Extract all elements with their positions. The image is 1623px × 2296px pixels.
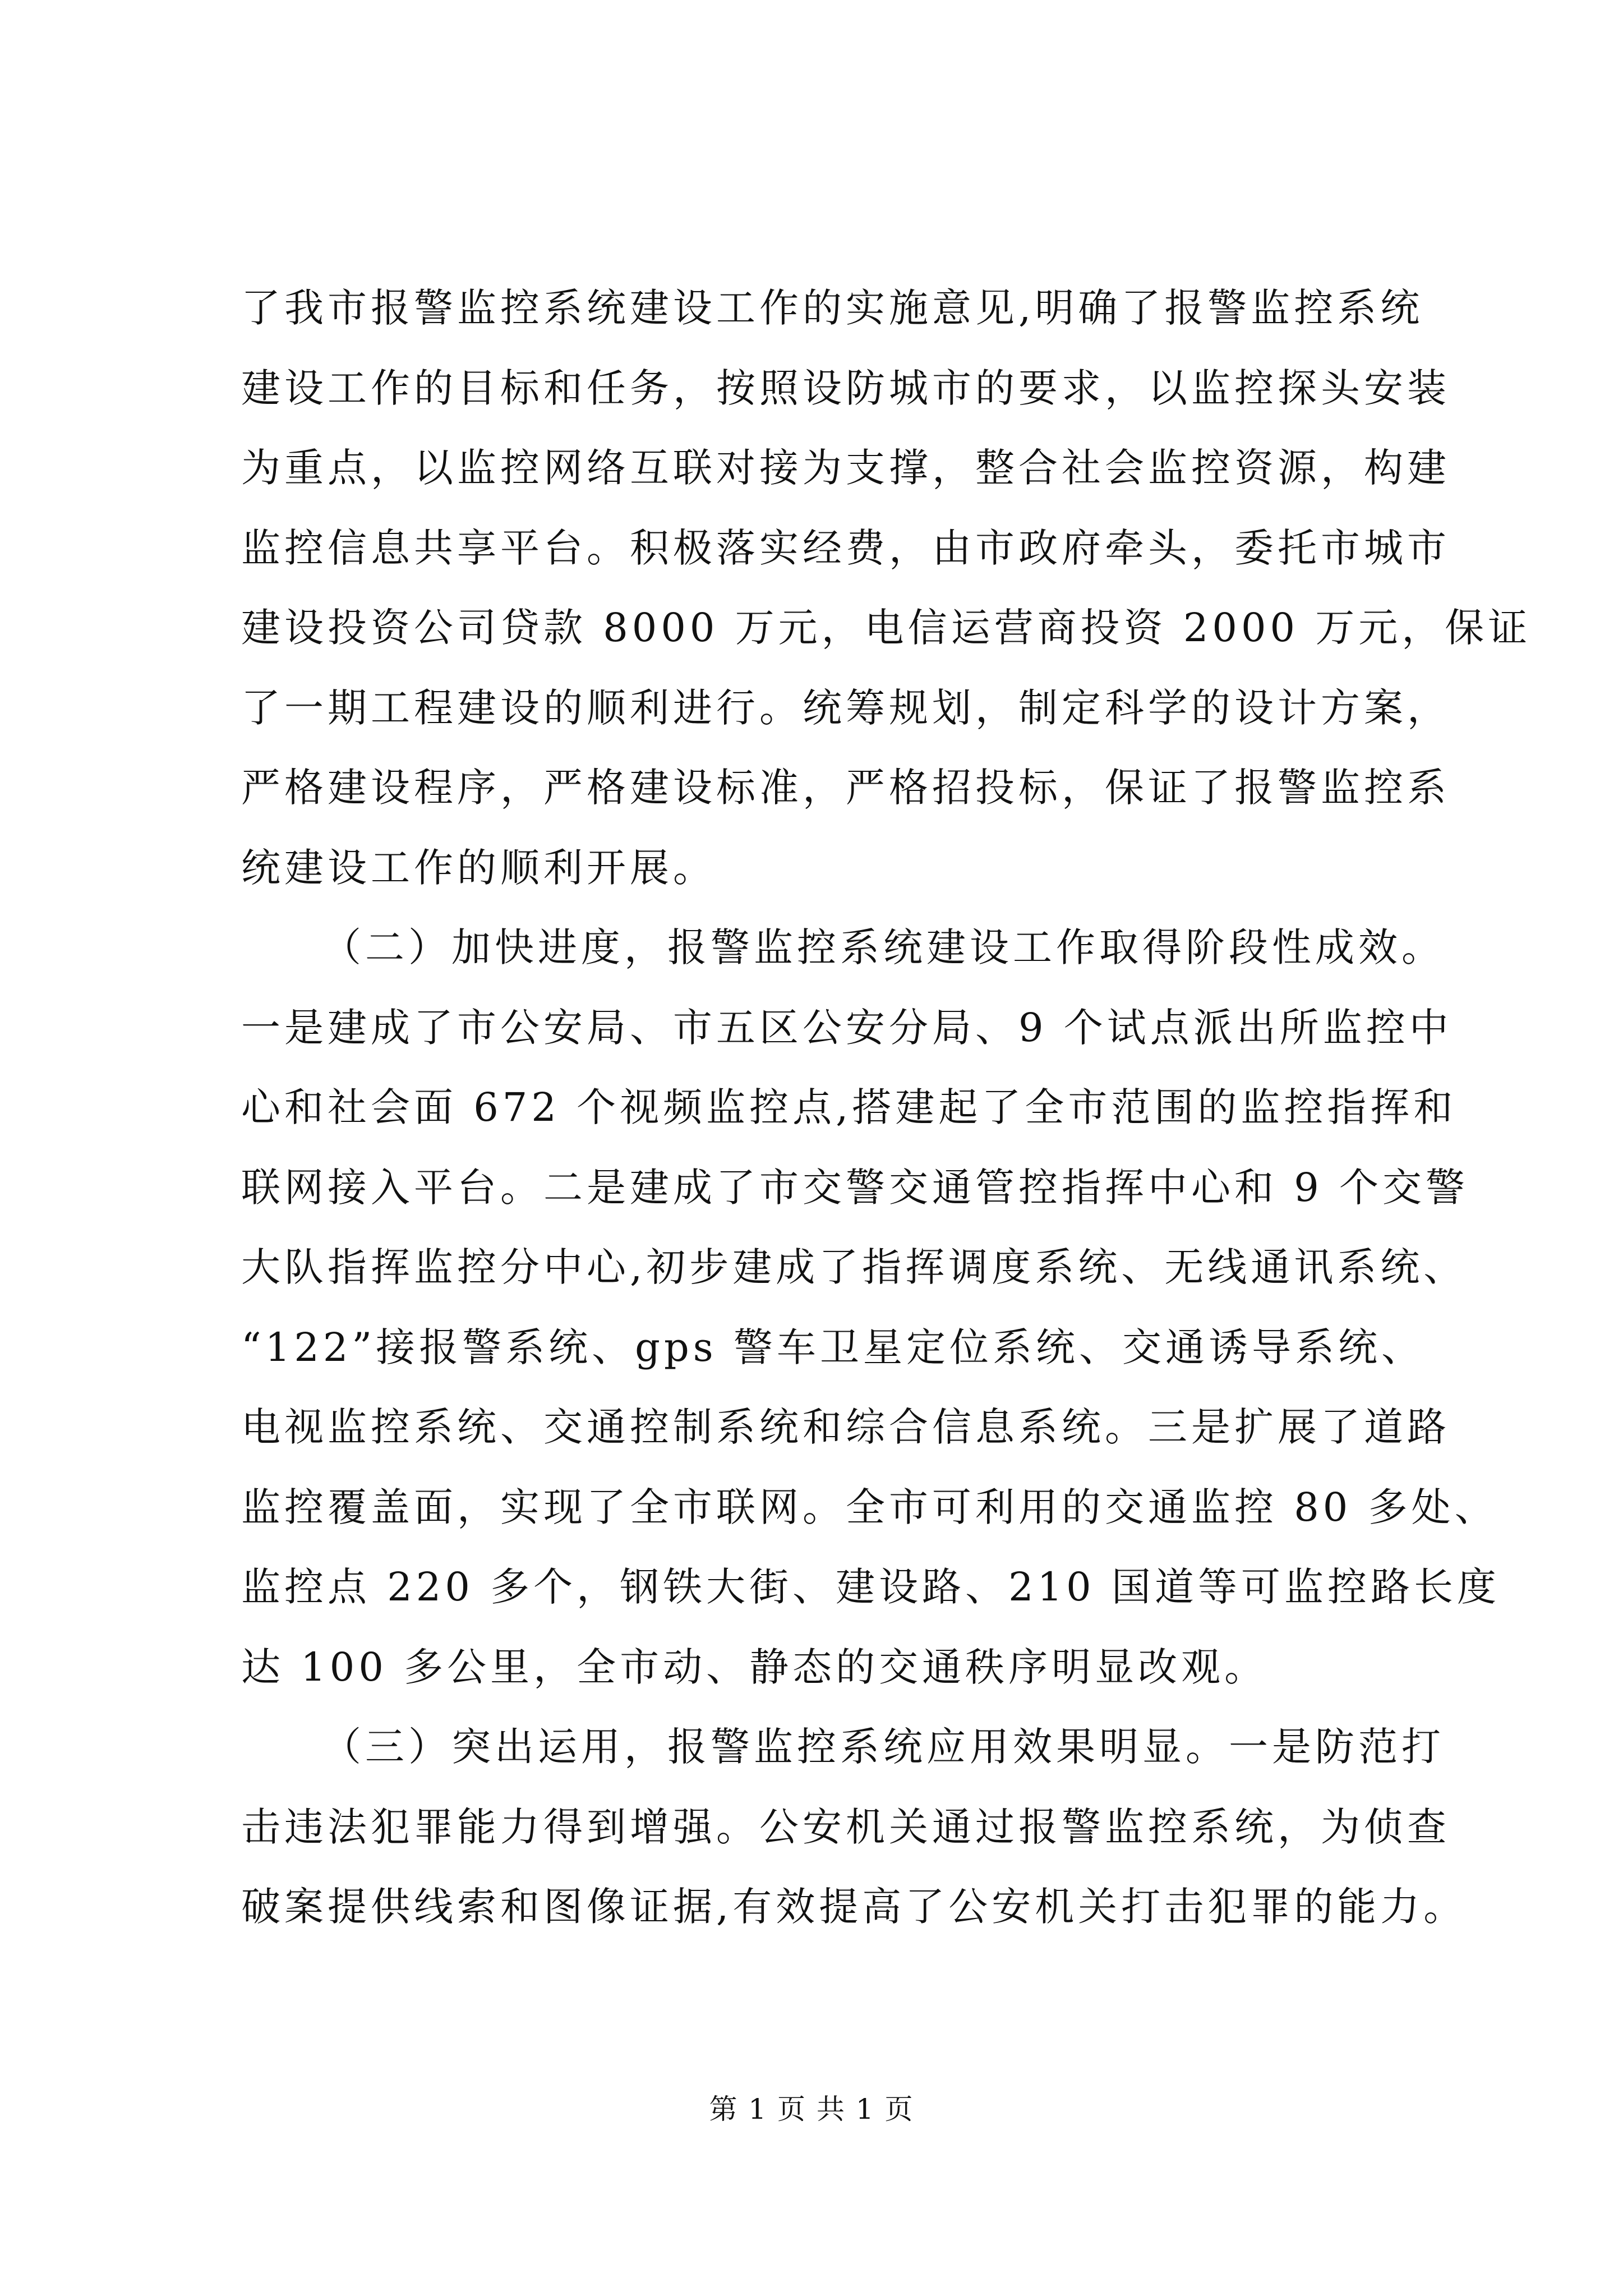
text-line: 破案提供线索和图像证据,有效提高了公安机关打击犯罪的能力。 [241, 1884, 1467, 1930]
paragraph-start-line: （三）突出运用，报警监控系统应用效果明显。一是防范打 [322, 1724, 1445, 1770]
text-line: 为重点，以监控网络互联对接为支撑，整合社会监控资源，构建 [241, 445, 1450, 491]
text-line: 心和社会面 672 个视频监控点,搭建起了全市范围的监控指挥和 [241, 1084, 1457, 1130]
text-line: 电视监控系统、交通控制系统和综合信息系统。三是扩展了道路 [241, 1404, 1450, 1450]
document-body [241, 268, 1532, 1947]
text-line: 建设工作的目标和任务，按照设防城市的要求，以监控探头安装 [241, 365, 1450, 411]
text-line: 大队指挥监控分中心,初步建成了指挥调度系统、无线通讯系统、 [241, 1244, 1467, 1290]
page-footer: 第 1 页 共 1 页 [709, 2093, 914, 2125]
text-line: 严格建设程序，严格建设标准，严格招投标，保证了报警监控系 [241, 765, 1450, 811]
text-line: 监控覆盖面，实现了全市联网。全市可利用的交通监控 80 多处、 [241, 1484, 1498, 1530]
text-line: 监控点 220 多个，钢铁大街、建设路、210 国道等可监控路长度 [241, 1564, 1500, 1610]
text-line: “122”接报警系统、gps 警车卫星定位系统、交通诱导系统、 [241, 1324, 1424, 1370]
text-line: 建设投资公司贷款 8000 万元，电信运营商投资 2000 万元，保证 [241, 605, 1532, 651]
paragraph-start-line: （二）加快进度，报警监控系统建设工作取得阶段性成效。 [322, 924, 1445, 970]
text-line: 了我市报警监控系统建设工作的实施意见,明确了报警监控系统 [241, 285, 1424, 331]
text-line: 了一期工程建设的顺利进行。统筹规划，制定科学的设计方案， [241, 684, 1450, 731]
text-line: 联网接入平台。二是建成了市交警交通管控指挥中心和 9 个交警 [241, 1164, 1469, 1211]
text-line: 击违法犯罪能力得到增强。公安机关通过报警监控系统，为侦查 [241, 1803, 1450, 1850]
text-line: 一是建成了市公安局、市五区公安分局、9 个试点派出所监控中 [241, 1004, 1453, 1051]
text-line: 统建设工作的顺利开展。 [241, 844, 716, 891]
text-line: 监控信息共享平台。积极落实经费，由市政府牵头，委托市城市 [241, 524, 1450, 571]
text-line: 达 100 多公里，全市动、静态的交通秩序明显改观。 [241, 1644, 1268, 1690]
